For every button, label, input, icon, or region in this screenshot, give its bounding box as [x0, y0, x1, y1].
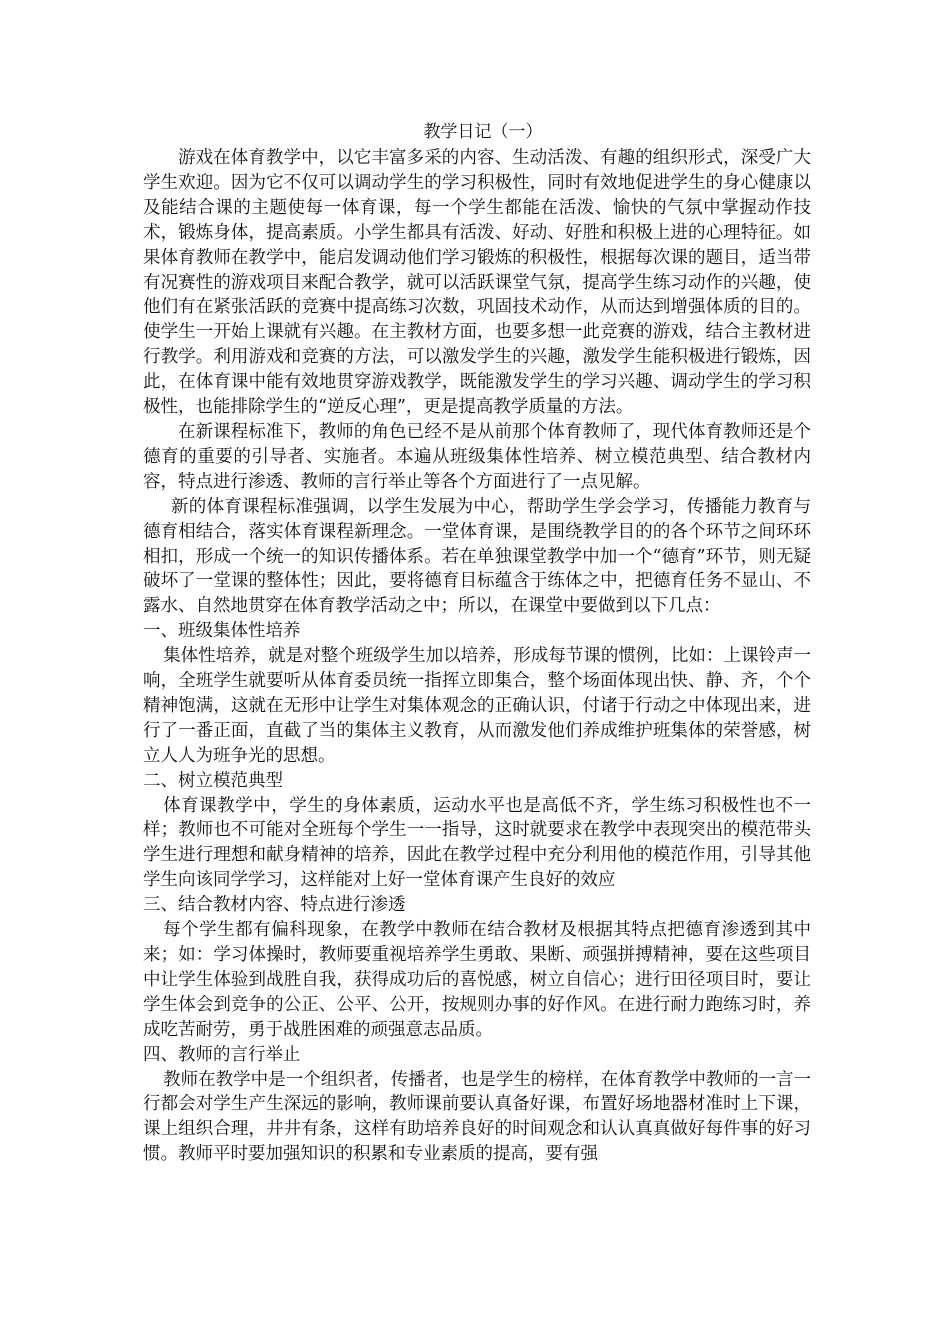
section-4-heading: 四、教师的言行举止 [143, 1044, 301, 1065]
document-page [143, 118, 811, 1167]
intro-paragraph: 游戏在体育教学中，以它丰富多采的内容、生动活泼、有趣的组织形式，深受广大学生欢迎。因为它不仅可以调动学生的学习积极性，同时有效地促进学生的身心健康以及能结合课的主题使每一体育课，每一个学生都能在活泼、愉快的气氛中掌握动作技术，锻炼身体，提高素质。小学生都具有活泼、好动、好胜和积极上进的心理特征。如果体育教师在教学中，能启发调动他们学习锻炼的积极性，根据每次课的题目，适当带有况赛性的游戏项目来配合教学，就可以活跃课堂气氛，提高学生练习动作的兴趣，使他们有在紧张活跃的竞赛中提高练习次数，巩固技术动作，从而达到增强体质的目的。使学生一开始上课就有兴趣。在主教材方面，也要多想一此竞赛的游戏，结合主教材进行教学。利用游戏和竞赛的方法，可以激发学生的兴趣，激发学生能积极进行锻炼，因此，在体育课中能有效地贯穿游戏教学，既能激发学生的学习兴趣、调动学生的学习积极性，也能排除学生的“逆反心理”，更是提高教学质量的方法。 [143, 148, 811, 418]
section-3-body: 每个学生都有偏科现象，在教学中教师在结合教材及根据其特点把德育渗透到其中来；如：学习体操时，教师要重视培养学生勇敢、果断、顽强拼搏精神，要在这些项目中让学生体验到战胜自我，获得成功后的喜悦感，树立自信心；进行田径项目时，要让学生体会到竞争的公正、公平、公开，按规则办事的好作风。在进行耐力跑练习时，养成吃苦耐劳，勇于战胜困难的顽强意志品质。 [143, 920, 811, 1040]
section-2-body: 体育课教学中，学生的身体素质，运动水平也是高低不齐，学生练习积极性也不一样；教师也不可能对全班每个学生一一指导，这时就要求在教学中表现突出的模范带头学生进行理想和献身精神的培养，因此在教学过程中充分利用他的模范作用，引导其他学生向该同学学习，这样能对上好一堂体育课产生良好的效应 [143, 795, 811, 891]
section-1-body: 集体性培养，就是对整个班级学生加以培养，形成每节课的惯例，比如：上课铃声一响，全班学生就要听从体育委员统一指挥立即集合，整个场面体现出快、静、齐，个个精神饱满，这就在无形中让学生对集体观念的正确认识，付诸于行动之中体现出来，进行了一番正面，直截了当的集体主义教育，从而激发他们养成维护班集体的荣誉感，树立人人为班争光的思想。 [143, 646, 811, 766]
section-4-body: 教师在教学中是一个组织者，传播者，也是学生的榜样，在体育教学中教师的一言一行都会对学生产生深远的影响，教师课前要认真备好课，布置好场地器材准时上下课，课上组织合理，井井有条，这样有助培养良好的时间观念和认认真真做好每件事的好习惯。教师平时要加强知识的积累和专业素质的提高，要有强 [143, 1069, 811, 1165]
section-3-heading: 三、结合教材内容、特点进行渗透 [143, 895, 406, 916]
section-1-heading: 一、班级集体性培养 [143, 621, 301, 642]
paragraph-new-curriculum: 在新课程标准下，教师的角色已经不是从前那个体育教师了，现代体育教师还是个德育的重要的引导者、实施者。本遍从班级集体性培养、树立模范典型、结合教材内容，特点进行渗透、教师的言行举止等各个方面进行了一点见解。 [143, 421, 811, 492]
section-2-heading: 二、树立模范典型 [143, 770, 283, 791]
document-title: 教学日记（一） [423, 122, 543, 142]
paragraph-curriculum-standard: 新的体育课程标准强调，以学生发展为中心，帮助学生学会学习，传播能力教育与德育相结合，落实体育课程新理念。一堂体育课，是围绕教学目的的各个环节之间环环相扣，形成一个统一的知识传播体系。若在单独课堂教学中加一个“德育”环节，则无疑破坏了一堂课的整体性；因此，要将德育目标蕴含于练体之中，把德育任务不显山、不露水、自然地贯穿在体育教学活动之中；所以，在课堂中要做到以下几点： [143, 496, 811, 617]
